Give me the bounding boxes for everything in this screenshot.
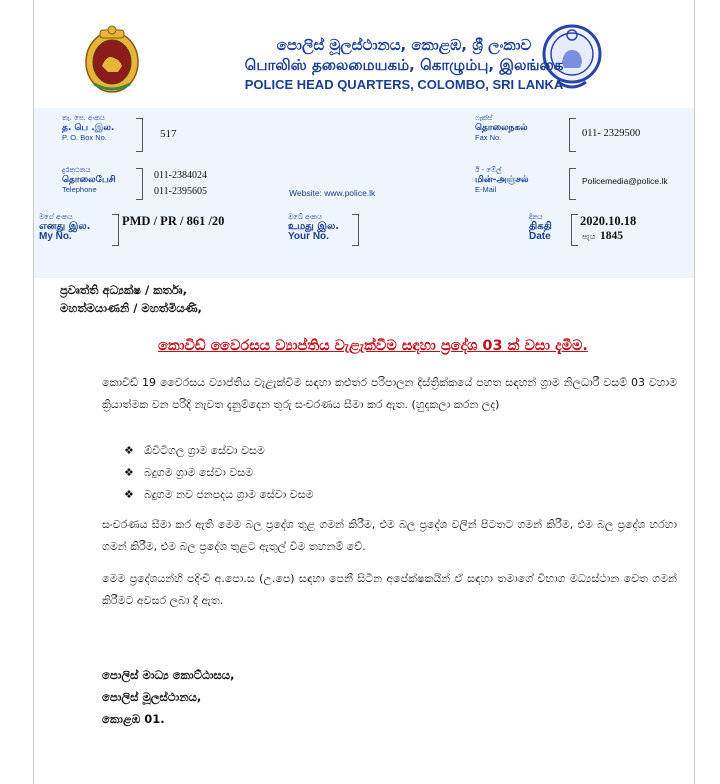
my-no-bracket (112, 214, 119, 246)
email-label: ඊ - මේල් மின்-அஞ்சல் E-Mail (475, 166, 529, 194)
time-label: පැය (582, 232, 596, 241)
time-value: 1845 (600, 230, 623, 242)
list-item: ❖ බදුගම නව ජනපදය ග්‍රාම සේවා වසම (124, 488, 314, 501)
po-box-bracket (136, 118, 143, 152)
website-text: Website: www.police.lk (289, 188, 376, 198)
signoff-block (102, 664, 234, 730)
telephone-value-2: 011-2395605 (154, 186, 207, 197)
org-name-tamil: பொலிஸ் தலைமையகம், கொழும்பு, இலங்கை (244, 56, 564, 74)
your-no-label: ඔබේ අංකය உமது இல. Your No. (288, 213, 340, 242)
date-value: 2020.10.18 (580, 214, 637, 228)
fax-bracket (569, 118, 576, 152)
your-no-bracket (352, 214, 359, 246)
paragraph-3: මෙම ප්‍රදේශයන්හි පදිංචි අ.පො.ස (උ.පෙ) සඳහා පෙනී සිටින අපේක්ෂකයින් ඒ සඳහා තමාගේ විභාග මධ්‍යස්ථාන වෙත ගමන් කිරීමට අවසර ලබා දී ඇත. (102, 572, 677, 607)
list-item: ❖ බදුගම ග්‍රාම සේවා වසම (124, 466, 254, 479)
paragraph-1: කොවිඩ් 19 වෛරසය ව්‍යාප්තිය වැළැක්වීම සඳහා කළුතර පරිපාලන දිස්ත්‍රික්කයේ පහත සඳහන් ග්‍රාම නිලධාරී වසම් 03 වහාම ක්‍රියාත්මක වන පරිදි නැවත දැනුම්දෙන තුරු සංචරණය සීමා කර ඇත. (හුදකලා කරන ලද) (102, 376, 677, 411)
po-box-label: තැ. පෙ. අංකය த. பெ .இல. P. O. Box No. (62, 114, 115, 142)
my-no-value: PMD / PR / 861 /20 (122, 214, 225, 228)
sri-lanka-emblem-icon (82, 24, 142, 96)
signoff-line-1: පොලිස් මාධ්‍ය කොට්ඨාසය, (102, 668, 235, 682)
my-no-label: මගේ අංකය எனது இல. My No. (39, 213, 91, 242)
signoff-line-2: පොලිස් මූලස්ථානය, (102, 690, 202, 704)
telephone-bracket (136, 168, 143, 200)
paragraph-2: සංචරණය සීමා කර ඇති මෙම බල ප්‍රදේශ තුළ ගමන් කිරීම, එම බල ප්‍රදේශ වලින් පිටතට ගමන් කිරීම, එම බල ප්‍රදේශ හරහා ගමන් කිරීම, එම බල ප්‍රදේශ තුළට ඇතුල් වීම තහනම් වේ. (102, 518, 677, 553)
po-box-value: 517 (160, 128, 177, 140)
email-bracket (569, 168, 576, 200)
org-name-english: POLICE HEAD QUARTERS, COLOMBO, SRI LANKA (244, 77, 564, 92)
org-name-sinhala: පොලිස් මූලස්ථානය, කොළඹ, ශ්‍රී ලංකාව (276, 36, 532, 54)
salutation-line-2: මහත්මයාණනි / මහත්මියණි, (60, 301, 202, 315)
salutation-line-1: ප්‍රවෘත්ති අධ්‍යක්ෂ / කර්තෘ, (60, 283, 187, 297)
letter-page (33, 0, 695, 784)
bullet-diamond-icon: ❖ (124, 466, 134, 479)
date-bracket (571, 214, 578, 246)
signoff-line-3: කොළඹ 01. (102, 712, 165, 726)
bullet-diamond-icon: ❖ (124, 488, 134, 501)
fax-value: 011- 2329500 (582, 128, 641, 139)
telephone-value-1: 011-2384024 (154, 170, 207, 181)
telephone-label: දුරකථනය தொலைபேசி Telephone (62, 166, 116, 194)
date-label: දිනය திகதி Date (529, 213, 552, 242)
bullet-diamond-icon: ❖ (124, 444, 134, 457)
fax-label: ෆැක්ස් தொலைநகல் Fax No. (475, 114, 528, 142)
letter-title: කොවිඩ් වෛරසය ව්‍යාප්තිය වැළැක්වීම සඳහා ප්‍රදේශ 03 ක් වසා දැමීම. (158, 338, 588, 354)
list-item: ❖ ඕවිටිගල ග්‍රාම සේවා වසම (124, 444, 265, 457)
email-value: Policemedia@police.lk (582, 176, 668, 186)
